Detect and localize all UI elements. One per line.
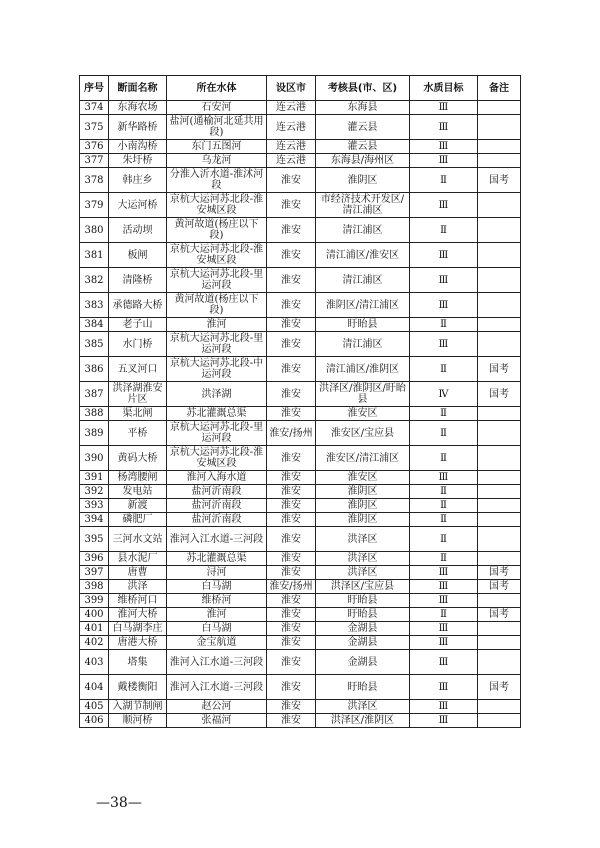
section-name: 平桥 xyxy=(109,421,167,446)
table-row xyxy=(80,700,521,714)
row-no: 399 xyxy=(80,594,109,608)
city: 连云港 xyxy=(267,140,316,154)
quality-target: Ⅲ xyxy=(410,622,478,636)
water-body: 维桥河 xyxy=(167,594,267,608)
county: 盱眙县 xyxy=(316,594,410,608)
city: 淮安 xyxy=(267,332,316,357)
county: 清江浦区 xyxy=(316,218,410,243)
note xyxy=(478,552,521,566)
county: 东海县 xyxy=(316,101,410,115)
quality-target: Ⅲ xyxy=(410,594,478,608)
quality-target: Ⅲ xyxy=(410,700,478,714)
note xyxy=(478,485,521,499)
row-no: 383 xyxy=(80,293,109,318)
city: 淮安 xyxy=(267,357,316,382)
row-no: 380 xyxy=(80,218,109,243)
note xyxy=(478,527,521,552)
quality-target: Ⅱ xyxy=(410,527,478,552)
note xyxy=(478,622,521,636)
note xyxy=(478,193,521,218)
section-name: 五叉河口 xyxy=(109,357,167,382)
table-row xyxy=(80,421,521,446)
section-name: 淮河大桥 xyxy=(109,608,167,622)
row-no: 379 xyxy=(80,193,109,218)
table-row xyxy=(80,527,521,552)
quality-target: Ⅱ xyxy=(410,168,478,193)
row-no: 377 xyxy=(80,154,109,168)
water-body: 白马湖 xyxy=(167,622,267,636)
water-body: 金宝航道 xyxy=(167,636,267,650)
row-no: 376 xyxy=(80,140,109,154)
city: 淮安 xyxy=(267,527,316,552)
section-name: 磷肥厂 xyxy=(109,513,167,527)
city: 淮安 xyxy=(267,193,316,218)
note xyxy=(478,101,521,115)
table-header-row xyxy=(80,76,521,101)
header-city: 设区市 xyxy=(267,76,316,101)
quality-target: Ⅲ xyxy=(410,675,478,700)
row-no: 401 xyxy=(80,622,109,636)
quality-target: Ⅲ xyxy=(410,140,478,154)
city: 连云港 xyxy=(267,115,316,140)
row-no: 400 xyxy=(80,608,109,622)
county: 洪泽区 xyxy=(316,552,410,566)
county: 清江浦区/淮阴区 xyxy=(316,357,410,382)
section-name: 新渡 xyxy=(109,499,167,513)
table-row xyxy=(80,243,521,268)
water-body: 淮河入海水道 xyxy=(167,471,267,485)
water-body: 京杭大运河苏北段-中运河段 xyxy=(167,357,267,382)
city: 淮安 xyxy=(267,622,316,636)
row-no: 386 xyxy=(80,357,109,382)
row-no: 374 xyxy=(80,101,109,115)
section-name: 唐港大桥 xyxy=(109,636,167,650)
note xyxy=(478,421,521,446)
water-body: 黄河故道(杨庄以下段) xyxy=(167,293,267,318)
row-no: 402 xyxy=(80,636,109,650)
county: 金湖县 xyxy=(316,622,410,636)
section-name: 塔集 xyxy=(109,650,167,675)
county: 淮阴区 xyxy=(316,168,410,193)
county: 淮阴区 xyxy=(316,485,410,499)
water-body: 黄河故道(杨庄以下段) xyxy=(167,218,267,243)
header-water-body: 所在水体 xyxy=(167,76,267,101)
county: 盱眙县 xyxy=(316,675,410,700)
city: 淮安 xyxy=(267,675,316,700)
table-row xyxy=(80,154,521,168)
page-number: —38— xyxy=(96,795,142,811)
table-row xyxy=(80,407,521,421)
row-no: 378 xyxy=(80,168,109,193)
header-quality-target: 水质目标 xyxy=(410,76,478,101)
note xyxy=(478,140,521,154)
table-row xyxy=(80,636,521,650)
section-name: 承德路大桥 xyxy=(109,293,167,318)
quality-target: Ⅲ xyxy=(410,293,478,318)
row-no: 394 xyxy=(80,513,109,527)
quality-target: Ⅱ xyxy=(410,357,478,382)
water-body: 盐河(通榆河北延共用段) xyxy=(167,115,267,140)
section-name: 发电站 xyxy=(109,485,167,499)
quality-target: Ⅱ xyxy=(410,446,478,471)
row-no: 390 xyxy=(80,446,109,471)
county: 灌云县 xyxy=(316,115,410,140)
note xyxy=(478,471,521,485)
water-body: 赵公河 xyxy=(167,700,267,714)
row-no: 406 xyxy=(80,714,109,728)
section-name: 维桥河口 xyxy=(109,594,167,608)
county: 洪泽区 xyxy=(316,527,410,552)
city: 淮安 xyxy=(267,499,316,513)
water-body: 京杭大运河苏北段-里运河段 xyxy=(167,268,267,293)
table-row xyxy=(80,268,521,293)
water-body: 乌龙河 xyxy=(167,154,267,168)
note xyxy=(478,407,521,421)
water-body: 苏北灌溉总渠 xyxy=(167,407,267,421)
note: 国考 xyxy=(478,357,521,382)
section-name: 老子山 xyxy=(109,318,167,332)
quality-target: Ⅲ xyxy=(410,471,478,485)
section-name: 韩庄乡 xyxy=(109,168,167,193)
water-body: 洪泽湖 xyxy=(167,382,267,407)
quality-target: Ⅱ xyxy=(410,218,478,243)
section-name: 洪泽湖淮安片区 xyxy=(109,382,167,407)
note xyxy=(478,318,521,332)
quality-target: Ⅲ xyxy=(410,566,478,580)
quality-target: Ⅲ xyxy=(410,636,478,650)
header-county: 考核县(市、区) xyxy=(316,76,410,101)
city: 淮安 xyxy=(267,382,316,407)
table-row xyxy=(80,580,521,594)
quality-target: Ⅲ xyxy=(410,101,478,115)
header-note: 备注 xyxy=(478,76,521,101)
note xyxy=(478,714,521,728)
row-no: 397 xyxy=(80,566,109,580)
section-name: 板闸 xyxy=(109,243,167,268)
section-name: 小南沟桥 xyxy=(109,140,167,154)
city: 淮安/扬州 xyxy=(267,580,316,594)
quality-target: Ⅱ xyxy=(410,513,478,527)
water-body: 京杭大运河苏北段-里运河段 xyxy=(167,332,267,357)
table-row xyxy=(80,650,521,675)
water-body: 京杭大运河苏北段-淮安城区段 xyxy=(167,446,267,471)
note xyxy=(478,332,521,357)
row-no: 384 xyxy=(80,318,109,332)
section-name: 顺河桥 xyxy=(109,714,167,728)
water-body: 盐河沂南段 xyxy=(167,499,267,513)
row-no: 389 xyxy=(80,421,109,446)
row-no: 393 xyxy=(80,499,109,513)
section-name: 入湖节制闸 xyxy=(109,700,167,714)
city: 连云港 xyxy=(267,101,316,115)
note xyxy=(478,594,521,608)
note xyxy=(478,650,521,675)
table-row xyxy=(80,566,521,580)
city: 淮安 xyxy=(267,650,316,675)
city: 淮安 xyxy=(267,471,316,485)
water-body: 浔河 xyxy=(167,566,267,580)
table-row xyxy=(80,446,521,471)
table-row xyxy=(80,357,521,382)
table-row xyxy=(80,552,521,566)
county: 清江浦区 xyxy=(316,332,410,357)
section-name: 东海农场 xyxy=(109,101,167,115)
city: 淮安 xyxy=(267,552,316,566)
note xyxy=(478,154,521,168)
section-name: 白马湖李庄 xyxy=(109,622,167,636)
quality-target: Ⅲ xyxy=(410,193,478,218)
water-body: 分淮入沂水道-淮沭河段 xyxy=(167,168,267,193)
water-body: 淮河 xyxy=(167,318,267,332)
table-row xyxy=(80,675,521,700)
city: 淮安 xyxy=(267,566,316,580)
county: 淮安区 xyxy=(316,407,410,421)
table-row xyxy=(80,608,521,622)
water-body: 苏北灌溉总渠 xyxy=(167,552,267,566)
quality-target: Ⅱ xyxy=(410,552,478,566)
table-row xyxy=(80,140,521,154)
note xyxy=(478,636,521,650)
row-no: 404 xyxy=(80,675,109,700)
table-row xyxy=(80,332,521,357)
section-name: 大运河桥 xyxy=(109,193,167,218)
row-no: 391 xyxy=(80,471,109,485)
water-body: 盐河沂南段 xyxy=(167,485,267,499)
row-no: 405 xyxy=(80,700,109,714)
section-name: 黄码大桥 xyxy=(109,446,167,471)
city: 淮安 xyxy=(267,714,316,728)
county: 淮安区/宝应县 xyxy=(316,421,410,446)
table-row xyxy=(80,594,521,608)
table-row xyxy=(80,101,521,115)
table-row xyxy=(80,485,521,499)
water-body: 白马湖 xyxy=(167,580,267,594)
table-row xyxy=(80,382,521,407)
table-row xyxy=(80,714,521,728)
table-row xyxy=(80,168,521,193)
quality-target: Ⅱ xyxy=(410,421,478,446)
note xyxy=(478,700,521,714)
row-no: 398 xyxy=(80,580,109,594)
county: 淮阴区/清江浦区 xyxy=(316,293,410,318)
city: 连云港 xyxy=(267,154,316,168)
section-name: 杨湾腰闸 xyxy=(109,471,167,485)
table-row xyxy=(80,513,521,527)
quality-target: Ⅲ xyxy=(410,268,478,293)
section-name: 戴楼衡阳 xyxy=(109,675,167,700)
county: 淮安区 xyxy=(316,471,410,485)
city: 淮安 xyxy=(267,700,316,714)
water-body: 京杭大运河苏北段-淮安城区段 xyxy=(167,193,267,218)
city: 淮安 xyxy=(267,608,316,622)
section-name: 唐曹 xyxy=(109,566,167,580)
water-body: 淮河入江水道-三河段 xyxy=(167,675,267,700)
county: 金湖县 xyxy=(316,636,410,650)
quality-target: Ⅲ xyxy=(410,580,478,594)
county: 灌云县 xyxy=(316,140,410,154)
water-body: 淮河 xyxy=(167,608,267,622)
county: 市经济技术开发区/清江浦区 xyxy=(316,193,410,218)
note xyxy=(478,293,521,318)
section-name: 水门桥 xyxy=(109,332,167,357)
county: 淮阴区 xyxy=(316,513,410,527)
row-no: 395 xyxy=(80,527,109,552)
city: 淮安/扬州 xyxy=(267,421,316,446)
table-row xyxy=(80,218,521,243)
note: 国考 xyxy=(478,382,521,407)
monitoring-section-table xyxy=(79,75,521,728)
water-body: 京杭大运河苏北段-里运河段 xyxy=(167,421,267,446)
city: 淮安 xyxy=(267,636,316,650)
row-no: 392 xyxy=(80,485,109,499)
note xyxy=(478,499,521,513)
city: 淮安 xyxy=(267,407,316,421)
water-body: 东门五图河 xyxy=(167,140,267,154)
city: 淮安 xyxy=(267,168,316,193)
section-name: 清隆桥 xyxy=(109,268,167,293)
quality-target: Ⅱ xyxy=(410,407,478,421)
water-body: 淮河入江水道-三河段 xyxy=(167,527,267,552)
county: 洪泽区/宝应县 xyxy=(316,580,410,594)
quality-target: Ⅱ xyxy=(410,499,478,513)
quality-target: Ⅲ xyxy=(410,154,478,168)
city: 淮安 xyxy=(267,218,316,243)
note: 国考 xyxy=(478,566,521,580)
city: 淮安 xyxy=(267,594,316,608)
county: 淮阴区 xyxy=(316,499,410,513)
note xyxy=(478,513,521,527)
row-no: 382 xyxy=(80,268,109,293)
city: 淮安 xyxy=(267,243,316,268)
quality-target: Ⅱ xyxy=(410,318,478,332)
city: 淮安 xyxy=(267,446,316,471)
county: 盱眙县 xyxy=(316,608,410,622)
city: 淮安 xyxy=(267,485,316,499)
quality-target: Ⅱ xyxy=(410,608,478,622)
quality-target: Ⅲ xyxy=(410,243,478,268)
table-row xyxy=(80,193,521,218)
county: 洪泽区 xyxy=(316,566,410,580)
water-body: 京杭大运河苏北段-淮安城区段 xyxy=(167,243,267,268)
table-row xyxy=(80,622,521,636)
row-no: 375 xyxy=(80,115,109,140)
note xyxy=(478,243,521,268)
note: 国考 xyxy=(478,580,521,594)
row-no: 396 xyxy=(80,552,109,566)
water-body: 张福河 xyxy=(167,714,267,728)
table-row xyxy=(80,499,521,513)
city: 淮安 xyxy=(267,268,316,293)
note xyxy=(478,268,521,293)
table-row xyxy=(80,471,521,485)
county: 淮安区/清江浦区 xyxy=(316,446,410,471)
note: 国考 xyxy=(478,675,521,700)
table-body xyxy=(80,101,521,728)
row-no: 388 xyxy=(80,407,109,421)
quality-target: Ⅳ xyxy=(410,382,478,407)
row-no: 403 xyxy=(80,650,109,675)
county: 洪泽区/淮阴区 xyxy=(316,714,410,728)
quality-target: Ⅱ xyxy=(410,485,478,499)
city: 淮安 xyxy=(267,318,316,332)
section-name: 新华路桥 xyxy=(109,115,167,140)
section-name: 活动坝 xyxy=(109,218,167,243)
county: 盱眙县 xyxy=(316,318,410,332)
county: 清江浦区/淮安区 xyxy=(316,243,410,268)
table-row xyxy=(80,293,521,318)
quality-target: Ⅲ xyxy=(410,650,478,675)
county: 金湖县 xyxy=(316,650,410,675)
county: 洪泽区 xyxy=(316,700,410,714)
city: 淮安 xyxy=(267,293,316,318)
table-row xyxy=(80,115,521,140)
table-row xyxy=(80,318,521,332)
section-name: 朱圩桥 xyxy=(109,154,167,168)
header-section-name: 断面名称 xyxy=(109,76,167,101)
section-name: 渠北闸 xyxy=(109,407,167,421)
county: 东海县/海州区 xyxy=(316,154,410,168)
note xyxy=(478,446,521,471)
note: 国考 xyxy=(478,608,521,622)
quality-target: Ⅲ xyxy=(410,714,478,728)
section-name: 洪泽 xyxy=(109,580,167,594)
section-name: 三河水文站 xyxy=(109,527,167,552)
county: 清江浦区 xyxy=(316,268,410,293)
county: 洪泽区/淮阴区/盱眙县 xyxy=(316,382,410,407)
quality-target: Ⅲ xyxy=(410,115,478,140)
row-no: 381 xyxy=(80,243,109,268)
note xyxy=(478,218,521,243)
row-no: 387 xyxy=(80,382,109,407)
water-body: 淮河入江水道-三河段 xyxy=(167,650,267,675)
header-no: 序号 xyxy=(80,76,109,101)
note xyxy=(478,115,521,140)
water-body: 盐河沂南段 xyxy=(167,513,267,527)
city: 淮安 xyxy=(267,513,316,527)
quality-target: Ⅲ xyxy=(410,332,478,357)
row-no: 385 xyxy=(80,332,109,357)
water-body: 石安河 xyxy=(167,101,267,115)
note: 国考 xyxy=(478,168,521,193)
section-name: 县水泥厂 xyxy=(109,552,167,566)
